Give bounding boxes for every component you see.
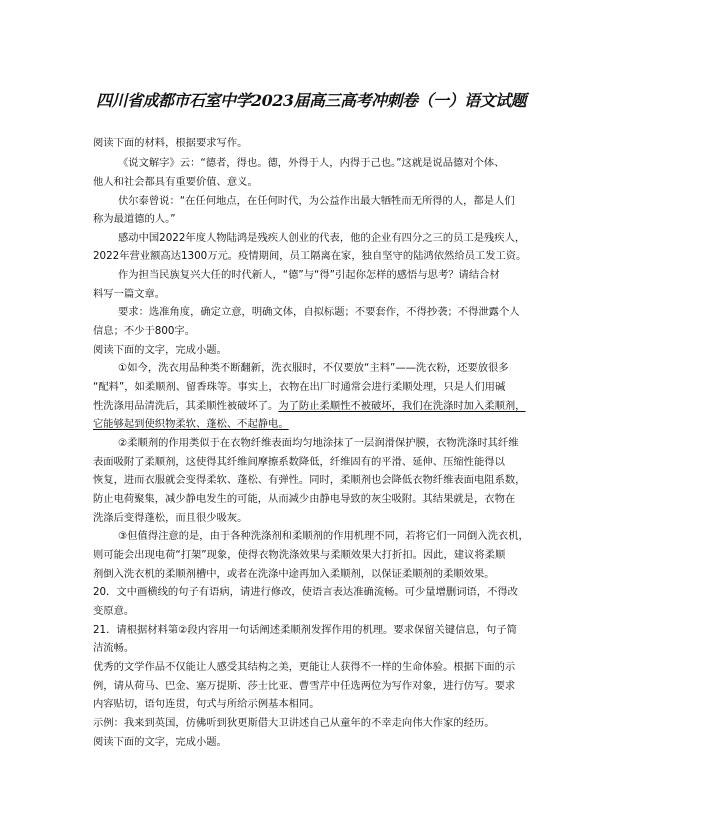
paragraph-line: 防止电荷聚集，减少静电发生的可能，从而减少由静电导致的灰尘吸附。其结果就是，衣物在 (93, 493, 516, 505)
paragraph-line: 恢复，进而衣服就会变得柔软、蓬松、有弹性。同时，柔顺剂也会降低衣物纤维表面电阻系数， (93, 474, 526, 486)
paragraph-line: 信息；不少于800字。 (93, 325, 196, 337)
paragraph-line: 称为最道德的人。” (93, 213, 176, 225)
document-title: 四川省成都市石室中学2023届高三高考冲刺卷（一）语文试题 (96, 91, 527, 110)
example-line: 示例：我来到英国，仿佛听到狄更斯借大卫讲述自己从童年的不幸走向伟大作家的经历。 (93, 717, 495, 729)
paragraph-line: 阅读下面的文字，完成小题。 (93, 344, 227, 356)
paragraph-line: 例，请从荷马、巴金、塞万提斯、莎士比亚、曹雪芹中任选两位为写作对象，进行仿写。要求 (93, 680, 516, 692)
paragraph-line: 则可能会出现电荷“打架”现象，使得衣物洗涤效果与柔顺效果大打折扣。因此，建议将柔顺 (93, 549, 506, 561)
paragraph-line (93, 399, 525, 413)
plain-text: 性洗涤用品清洗后，其柔顺性被破坏了。 (93, 400, 279, 412)
paragraph-line: 表面吸附了柔顺剂，这使得其纤维间摩擦系数降低，纤维固有的平滑、延伸、压缩性能得以 (93, 456, 505, 468)
paragraph-line: 料写一篇文章。 (93, 288, 166, 300)
paragraph-line: 阅读下面的文字，完成小题。 (93, 736, 227, 748)
paragraph-line: 剂倒入洗衣机的柔顺剂槽中，或者在洗涤中途再加入柔顺剂，以保证柔顺剂的柔顺效果。 (93, 568, 495, 580)
question-line: 21．请根据材料第②段内容用一句话阐述柔顺剂发挥作用的机理。要求保留关键信息，句子简 (93, 624, 517, 636)
underlined-sentence: 它能够起到使织物柔软、蓬松、不起静电。 (93, 418, 289, 430)
paragraph-line: ②柔顺剂的作用类似于在衣物纤维表面均匀地涂抹了一层润滑保护膜，衣物洗涤时其纤维 (118, 437, 519, 449)
paragraph-line: 他人和社会都具有重要价值、意义。 (93, 176, 258, 188)
question-line: 洁流畅。 (93, 642, 135, 654)
question-line: 20．文中画横线的句子有语病，请进行修改，使语言表达准确流畅。可少量增删词语，不得改 (93, 586, 518, 598)
paragraph-line: 伏尔泰曾说：“在任何地点，在任何时代，为公益作出最大牺牲而无所得的人，都是人们 (118, 195, 515, 207)
paragraph-line: 作为担当民族复兴大任的时代新人，“德”与“得”引起你怎样的感悟与思考？请结合材 (118, 269, 500, 281)
paragraph-line: 阅读下面的材料，根据要求写作。 (93, 137, 248, 149)
paragraph-line: 感动中国2022年度人物陆鸿是残疾人创业的代表，他的企业有四分之三的员工是残疾人， (118, 232, 526, 244)
paragraph-line: 《说文解字》云：“德者，得也。德，外得于人，内得于己也。”这就是说品德对个体、 (118, 157, 505, 169)
paragraph-line: ①如今，洗衣用品种类不断翻新，洗衣服时，不仅要放“主料”——洗衣粉，还要放很多 (118, 362, 509, 374)
paragraph-line: 内容贴切，语句连贯，句式与所给示例基本相同。 (93, 698, 320, 710)
paragraph-line: 要求：选准角度，确定立意，明确文体，自拟标题；不要套作，不得抄袭；不得泄露个人 (118, 306, 520, 318)
paragraph-line: 2022年营业额高达1300万元。疫情期间，员工隔离在家，独自坚守的陆鸿依然给员工发工资。 (93, 250, 527, 262)
paragraph-line: 洗涤后变得蓬松，而且很少吸灰。 (93, 512, 248, 524)
question-line: 变原意。 (93, 605, 135, 617)
paragraph-line: ③但值得注意的是，由于各种洗涤剂和柔顺剂的作用机理不同，若将它们一同倒入洗衣机， (118, 530, 529, 542)
underlined-sentence: 为了防止柔顺性不被破坏，我们在洗涤时加入柔顺剂， (278, 400, 526, 412)
paragraph-line: “配料”，如柔顺剂、留香珠等。事实上，衣物在出厂时通常会进行柔顺处理，只是人们用碱 (93, 381, 506, 393)
paragraph-line: 优秀的文学作品不仅能让人感受其结构之美，更能让人获得不一样的生命体验。根据下面的示 (93, 661, 516, 673)
